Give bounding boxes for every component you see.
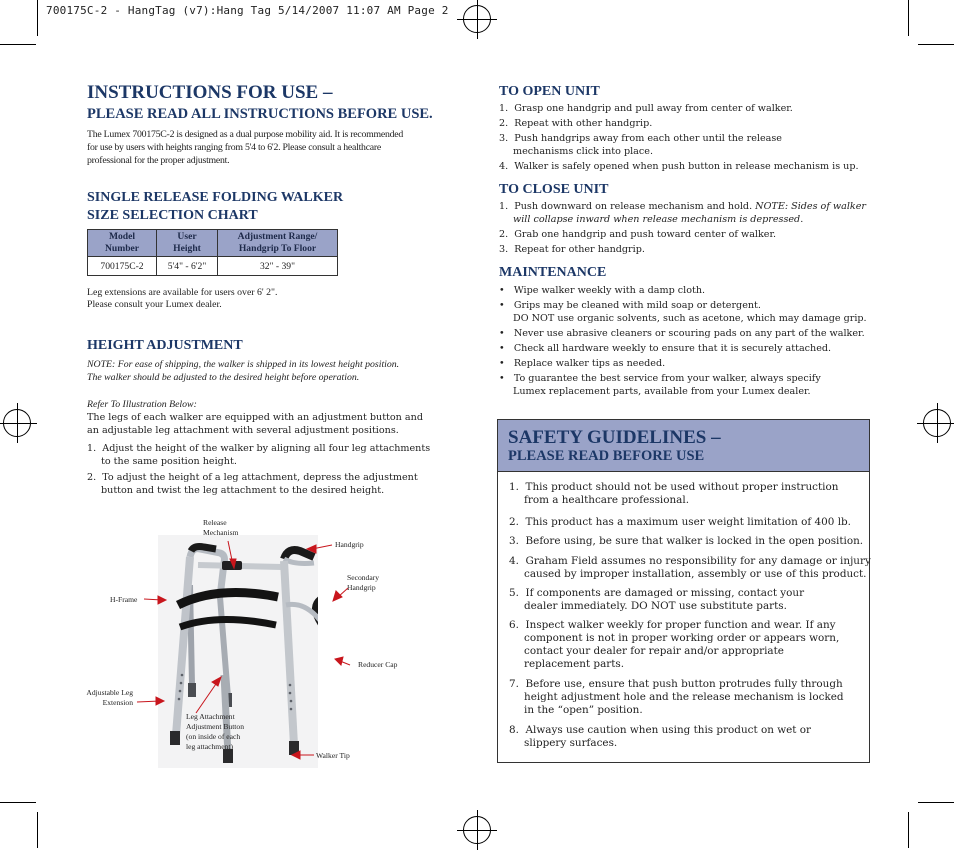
list-item: 2. To adjust the height of a leg attachment, depress the adjustment — [87, 472, 418, 483]
column-header-model: Model Number — [88, 230, 157, 257]
list-item: • Wipe walker weekly with a damp cloth. — [499, 285, 706, 296]
label-walker-tip: Walker Tip — [316, 751, 350, 760]
list-item: 2. Repeat with other handgrip. — [499, 118, 653, 129]
list-item-continued: replacement parts. — [524, 658, 625, 670]
label-leg-attachment: Leg Attachment Adjustment Button (on inside of each leg attachment) — [186, 712, 245, 751]
registration-mark-icon — [463, 5, 491, 33]
table-header-row — [88, 230, 338, 257]
list-item: • Check all hardware weekly to ensure that it is securely attached. — [499, 343, 832, 354]
list-item: 1. Push downward on release mechanism and hold. NOTE: Sides of walker — [499, 201, 867, 212]
list-item-continued: caused by improper installation, assembly or use of this product. — [524, 568, 867, 580]
list-item: • Never use abrasive cleaners or scouring pads on any part of the walker. — [499, 328, 865, 339]
list-item-continued: mechanisms click into place. — [513, 146, 653, 157]
body-line: The legs of each walker are equipped with an adjustment button and — [87, 412, 423, 423]
note-line: NOTE: For ease of shipping, the walker is shipped in its lowest height position. — [87, 359, 400, 370]
note-line: Leg extensions are available for users over 6' 2". — [87, 287, 278, 298]
label-h-frame: H-Frame — [110, 595, 138, 604]
list-item: 3. Repeat for other handgrip. — [499, 244, 645, 255]
crop-mark — [918, 44, 954, 45]
note-line: The walker should be adjusted to the desired height before operation. — [87, 372, 360, 383]
list-item: 8. Always use caution when using this product on wet or — [509, 724, 811, 736]
registration-mark-icon — [3, 409, 31, 437]
safety-header — [498, 420, 869, 472]
open-unit-heading: TO OPEN UNIT — [499, 84, 600, 99]
list-item: 2. Grab one handgrip and push toward center of walker. — [499, 229, 777, 240]
crop-mark — [0, 44, 36, 45]
table-row — [88, 257, 338, 276]
list-item: • Grips may be cleaned with mild soap or detergent. — [499, 300, 761, 311]
intro-line: professional for the proper adjustment. — [87, 155, 230, 166]
list-item: 3. Before using, be sure that walker is locked in the open position. — [509, 535, 864, 547]
safety-guidelines-box — [497, 419, 870, 763]
registration-mark-icon — [463, 816, 491, 844]
list-item-continued: to the same position height. — [101, 456, 237, 467]
table-cell: 32" - 39" — [218, 257, 338, 276]
safety-title: SAFETY GUIDELINES – — [508, 427, 721, 448]
size-chart-heading-line: SIZE SELECTION CHART — [87, 208, 258, 223]
intro-line: for use by users with heights ranging from 5'4 to 6'2. Please consult a healthcare — [87, 142, 382, 153]
list-item-continued: component is not in proper working order or appears worn, — [524, 632, 840, 644]
intro-line: The Lumex 700175C-2 is designed as a dual purpose mobility aid. It is recommended — [87, 129, 404, 140]
crop-mark — [918, 802, 954, 803]
refer-text: Refer To Illustration Below: — [87, 399, 197, 410]
column-header-height: User Height — [157, 230, 218, 257]
label-adjustable-leg: Adjustable Leg Extension — [86, 688, 133, 707]
list-item: 1. Grasp one handgrip and pull away from center of walker. — [499, 103, 793, 114]
list-item-continued: will collapse inward when release mechanism is depressed. — [513, 214, 804, 225]
label-handgrip: Handgrip — [335, 540, 364, 549]
crop-mark — [908, 0, 909, 36]
list-item-continued: dealer immediately. DO NOT use substitute parts. — [524, 600, 787, 612]
crop-mark — [37, 812, 38, 848]
list-item-continued: height adjustment hole and the release mechanism is locked — [524, 691, 844, 703]
list-item-continued: slippery surfaces. — [524, 737, 618, 749]
column-header-range: Adjustment Range/ Handgrip To Floor — [218, 230, 338, 257]
list-item: 7. Before use, ensure that push button protrudes fully through — [509, 678, 843, 690]
callout-arrows — [100, 525, 370, 770]
maintenance-heading: MAINTENANCE — [499, 265, 607, 280]
list-item: 2. This product has a maximum user weight limitation of 400 lb. — [509, 516, 851, 528]
list-item: • To guarantee the best service from your walker, always specify — [499, 373, 821, 384]
list-item-continued: contact your dealer for repair and/or appropriate — [524, 645, 784, 657]
registration-mark-icon — [923, 409, 951, 437]
list-item: 4. Graham Field assumes no responsibility for any damage or injury — [509, 555, 871, 567]
list-item-continued: DO NOT use organic solvents, such as acetone, which may damage grip. — [513, 313, 867, 324]
list-item: • Replace walker tips as needed. — [499, 358, 666, 369]
note-line: Please consult your Lumex dealer. — [87, 299, 222, 310]
body-line: an adjustable leg attachment with several adjustment positions. — [87, 425, 399, 436]
list-item-continued: in the “open” position. — [524, 704, 643, 716]
table-cell: 5'4" - 6'2" — [157, 257, 218, 276]
list-item-continued: from a healthcare professional. — [524, 494, 690, 506]
crop-mark — [0, 802, 36, 803]
crop-mark — [37, 0, 38, 36]
label-release-mechanism: Release Mechanism — [203, 518, 239, 537]
close-unit-heading: TO CLOSE UNIT — [499, 182, 609, 197]
size-chart-table — [87, 229, 338, 276]
list-item: 1. Adjust the height of the walker by aligning all four leg attachments — [87, 443, 431, 454]
list-item: 4. Walker is safely opened when push button in release mechanism is up. — [499, 161, 859, 172]
list-item: 6. Inspect walker weekly for proper function and wear. If any — [509, 619, 836, 631]
list-item: 1. This product should not be used without proper instruction — [509, 481, 839, 493]
size-chart-heading — [87, 189, 343, 225]
list-item: 5. If components are damaged or missing, contact your — [509, 587, 805, 599]
height-adjustment-heading: HEIGHT ADJUSTMENT — [87, 338, 243, 353]
print-slug: 700175C-2 - HangTag (v7):Hang Tag 5/14/2007 11:07 AM Page 2 — [46, 4, 449, 17]
table-cell: 700175C-2 — [88, 257, 157, 276]
instructions-subtitle: PLEASE READ ALL INSTRUCTIONS BEFORE USE. — [87, 106, 433, 122]
safety-subtitle: PLEASE READ BEFORE USE — [508, 448, 705, 464]
label-reducer-cap: Reducer Cap — [358, 660, 398, 669]
list-item-continued: Lumex replacement parts, available from your Lumex dealer. — [513, 386, 811, 397]
instructions-title: INSTRUCTIONS FOR USE – — [87, 82, 333, 103]
list-item: 3. Push handgrips away from each other until the release — [499, 133, 782, 144]
label-secondary-handgrip: Secondary Handgrip — [347, 573, 380, 592]
list-item-continued: button and twist the leg attachment to the desired height. — [101, 485, 385, 496]
crop-mark — [908, 812, 909, 848]
size-chart-heading-line: SINGLE RELEASE FOLDING WALKER — [87, 190, 344, 205]
